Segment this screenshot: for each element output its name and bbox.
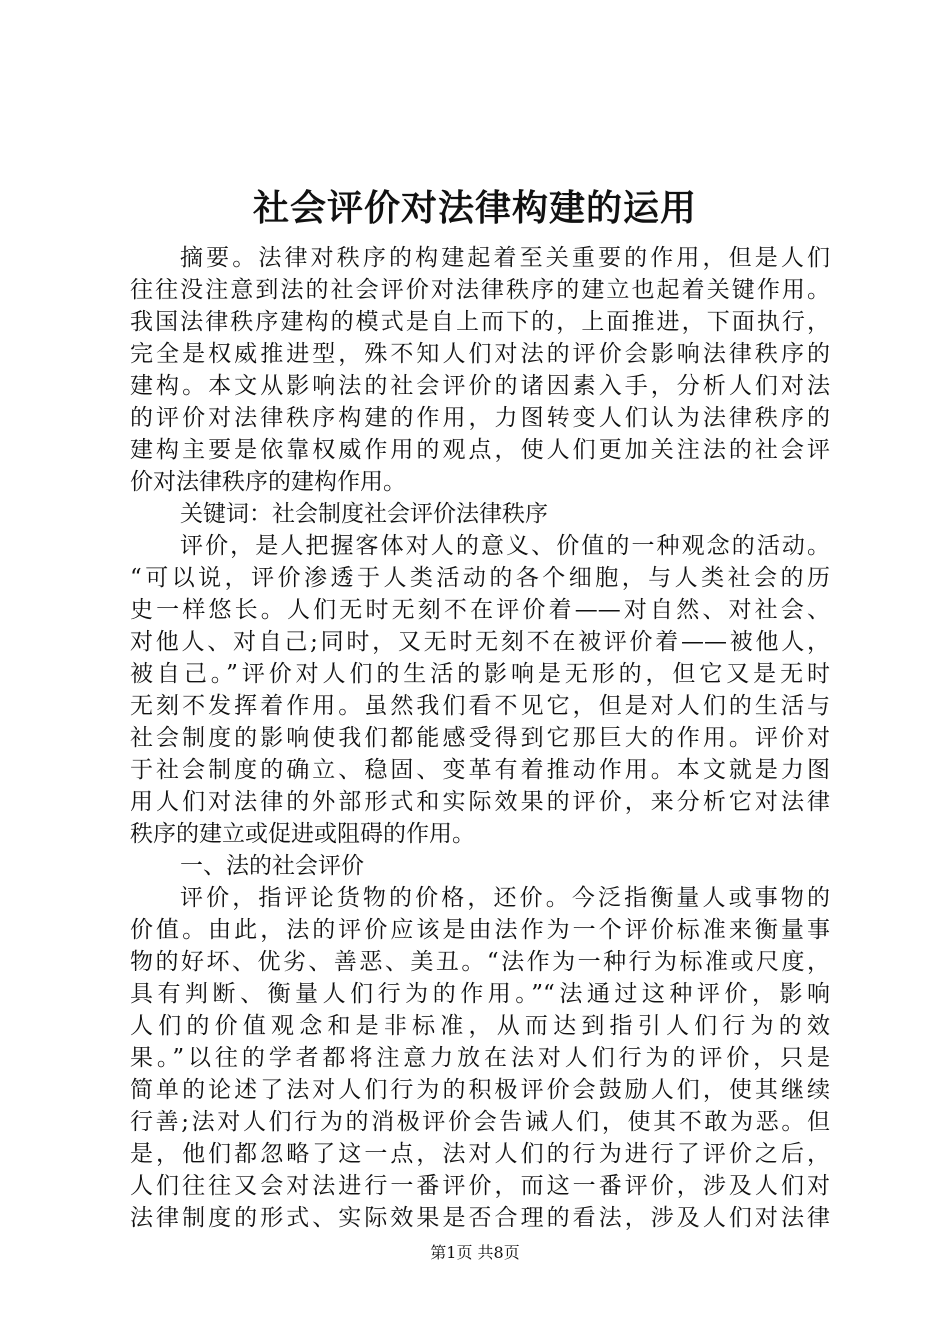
body-line: 秩序的建立或促进或阻碍的作用。 xyxy=(130,821,475,847)
body-line: 具有判断、衡量人们行为的作用。”“法通过这种评价，影响 xyxy=(130,981,830,1007)
body-line: 建构主要是依靠权威作用的观点，使人们更加关注法的社会评 xyxy=(130,437,830,463)
body-line: 我国法律秩序建构的模式是自上而下的，上面推进，下面执行， xyxy=(130,309,830,335)
document-title: 社会评价对法律构建的运用 xyxy=(252,187,697,229)
body-line: 果。”以往的学者都将注意力放在法对人们行为的评价，只是 xyxy=(130,1045,830,1071)
body-line: 价值。由此，法的评价应该是由法作为一个评价标准来衡量事 xyxy=(130,917,830,943)
body-line: 用人们对法律的外部形式和实际效果的评价，来分析它对法律 xyxy=(130,789,830,815)
page-footer: 第1页 共8页 xyxy=(430,1243,520,1262)
body-line: 的评价对法律秩序构建的作用，力图转变人们认为法律秩序的 xyxy=(130,405,830,431)
body-line: 人们往往又会对法进行一番评价，而这一番评价，涉及人们对 xyxy=(130,1173,830,1199)
body-line: 于社会制度的确立、稳固、变革有着推动作用。本文就是力图 xyxy=(130,757,830,783)
body-line: 价对法律秩序的建构作用。 xyxy=(130,469,406,495)
body-line: 评价，指评论货物的价格，还价。今泛指衡量人或事物的 xyxy=(180,885,830,911)
body-line: “可以说，评价渗透于人类活动的各个细胞，与人类社会的历 xyxy=(130,565,830,591)
body-line: 史一样悠长。人们无时无刻不在评价着——对自然、对社会、 xyxy=(130,597,830,623)
body-line: 社会制度的影响使我们都能感受得到它那巨大的作用。评价对 xyxy=(130,725,830,751)
body-line: 人们的价值观念和是非标准，从而达到指引人们行为的效 xyxy=(130,1013,830,1039)
body-line: 建构。本文从影响法的社会评价的诸因素入手，分析人们对法 xyxy=(130,373,830,399)
body-line: 摘要。法律对秩序的构建起着至关重要的作用，但是人们 xyxy=(180,245,830,271)
body-line: 评价，是人把握客体对人的意义、价值的一种观念的活动。 xyxy=(180,533,830,559)
body-line: 完全是权威推进型，殊不知人们对法的评价会影响法律秩序的 xyxy=(130,341,830,367)
body-line: 物的好坏、优劣、善恶、美丑。“法作为一种行为标准或尺度， xyxy=(130,949,830,975)
body-line: 对他人、对自己;同时，又无时无刻不在被评价着——被他人， xyxy=(130,629,830,655)
body-line: 无刻不发挥着作用。虽然我们看不见它，但是对人们的生活与 xyxy=(130,693,830,719)
body-line: 一、法的社会评价 xyxy=(180,853,364,879)
body-line: 关键词：社会制度社会评价法律秩序 xyxy=(180,501,548,527)
body-line: 往往没注意到法的社会评价对法律秩序的建立也起着关键作用。 xyxy=(130,277,830,303)
body-line: 被自己。”评价对人们的生活的影响是无形的，但它又是无时 xyxy=(130,661,830,687)
body-line: 行善;法对人们行为的消极评价会告诫人们，使其不敢为恶。但 xyxy=(130,1109,830,1135)
body-line: 法律制度的形式、实际效果是否合理的看法，涉及人们对法律 xyxy=(130,1205,830,1231)
body-line: 是，他们都忽略了这一点，法对人们的行为进行了评价之后， xyxy=(130,1141,830,1167)
body-line: 简单的论述了法对人们行为的积极评价会鼓励人们，使其继续 xyxy=(130,1077,830,1103)
